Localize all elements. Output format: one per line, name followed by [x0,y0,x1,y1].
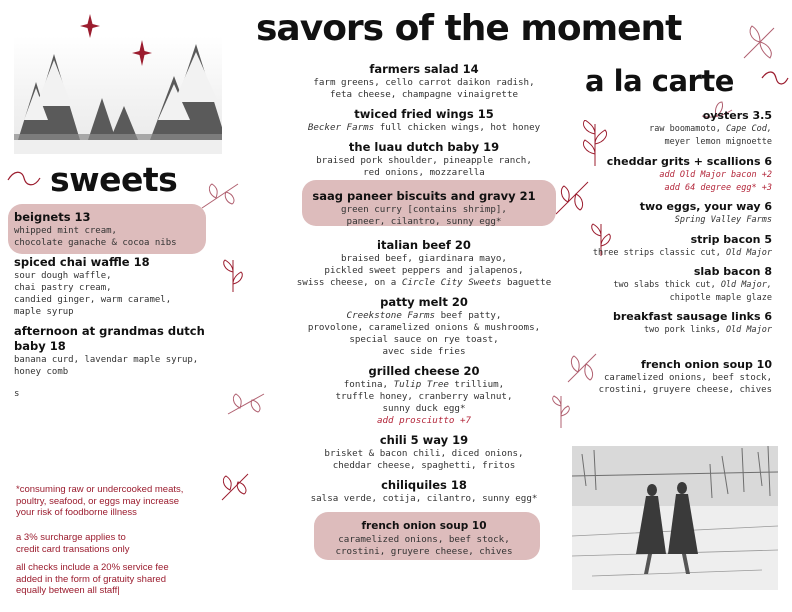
item-desc: honey comb [14,367,69,377]
item-desc: red onions, mozzarella [363,167,485,178]
item-desc-text: swiss cheese, on a [296,277,402,288]
menu-item [14,210,224,249]
item-name: farmers salad 14 [369,62,479,76]
item-name: cheddar grits + scallions 6 [606,155,772,168]
item-desc-em: Cape Cod, [725,124,772,134]
item-desc: sour dough waffle, [14,271,112,281]
menu-item [282,364,566,427]
item-name: spiced chai waffle 18 [14,255,150,269]
item-name: french onion soup 10 [361,520,487,532]
menu-item [282,140,566,179]
menu-item [282,107,566,134]
item-desc-text: two slabs thick cut, [613,280,721,290]
raw-food-notice [16,484,183,519]
item-desc: feta cheese, champagne vinaigrette [329,89,519,100]
item-name: the luau dutch baby 19 [348,140,500,154]
swirl-icon [760,68,790,88]
stray-text: s [14,389,20,399]
item-desc: caramelized onions, beef stock, [338,534,510,545]
swirl-icon [6,168,42,190]
menu-item [562,199,772,227]
item-desc-text: trillium, [448,379,505,390]
item-desc: Spring Valley Farms [674,215,772,225]
menu-item [282,62,566,101]
menu-item [282,189,566,228]
item-desc-text: full chicken wings, hot honey [374,122,541,133]
menu-item [282,433,566,472]
notice-line: a 3% surcharge applies to [16,532,126,543]
item-desc-text: three strips classic cut, [592,247,726,258]
notice-line: equally between all staff| [16,585,120,596]
snowy-trees-photo [14,36,222,154]
notice-line: credit card transations only [16,543,130,555]
item-desc: green curry [contains shrimp], [341,204,507,215]
leaf-sprig-icon [740,22,780,62]
item-desc: whipped mint cream, [14,226,117,236]
item-desc: chocolate ganache & cocoa nibs [14,238,177,248]
ice-skaters-photo [572,446,778,590]
menu-item [282,478,566,505]
item-desc-text: baguette [501,277,552,288]
item-desc: farm greens, cello carrot daikon radish, [313,77,535,88]
menu-item [282,519,566,558]
item-desc-text: two pork links, [644,325,726,335]
leaf-sprig-icon [226,388,266,418]
item-desc: paneer, cilantro, sunny egg* [346,216,502,227]
sweets-title: sweets [50,160,178,199]
item-desc: banana curd, lavendar maple syrup, [14,355,199,365]
item-name: two eggs, your way 6 [639,200,772,213]
item-desc [282,277,566,289]
menu-item [562,232,772,260]
item-desc: maple syrup [14,307,74,317]
item-desc: braised pork shoulder, pineapple ranch, [316,155,532,166]
item-desc: truffle honey, cranberry walnut, [335,391,513,402]
item-desc-text: raw boomamoto, [649,124,726,134]
menu-item [562,357,772,397]
item-desc: provolone, caramelized onions & mushrooms, [307,322,541,333]
item-name: saag paneer biscuits and gravy 21 [312,189,536,203]
item-name: slab bacon 8 [693,265,772,278]
item-desc-em: Old Major [725,247,772,258]
item-desc: crostini, gruyere cheese, chives [335,546,513,557]
item-desc-em: Creekstone Farms [346,310,436,321]
item-desc [282,310,566,322]
notice-line: your risk of foodborne illness [16,507,137,518]
item-name: chili 5 way 19 [379,433,469,447]
item-desc-em: Old Major [725,325,772,335]
center-menu [282,62,566,558]
item-desc: avec side fries [382,346,466,357]
service-fee-notice [16,562,169,597]
item-desc: chai pastry cream, [14,283,112,293]
item-name: breakfast sausage links 6 [613,310,772,323]
alacarte-menu [562,108,772,397]
item-addon: add Old Major bacon +2 [659,170,772,180]
item-name: grilled cheese 20 [368,364,480,378]
item-desc [282,122,566,134]
leaf-sprig-icon [200,180,240,210]
alacarte-title: a la carte [585,64,734,98]
item-desc-text: beef patty, [435,310,502,321]
item-desc [562,324,772,337]
menu-item [282,238,566,289]
item-desc [562,123,772,136]
item-desc: pickled sweet peppers and jalapenos, [324,265,524,276]
item-desc [562,247,772,260]
item-desc: salsa verde, cotija, cilantro, sunny egg* [310,493,538,504]
item-desc [282,379,566,391]
notice-line: poultry, seafood, or eggs may increase [16,495,179,507]
sparkle-icon [80,14,100,38]
main-title: savors of the moment [256,8,682,49]
item-name: twiced fried wings 15 [354,107,494,121]
item-desc: meyer lemon mignoette [664,136,772,147]
leaf-sprig-icon [220,472,250,502]
item-addon: add 64 degree egg* +3 [664,182,772,193]
menu-item [14,255,224,318]
item-desc: special sauce on rye toast, [349,334,499,345]
menu-item [562,264,772,304]
menu-item [14,324,224,378]
notice-line: added in the form of gratuity shared [16,573,166,585]
item-desc: chipotle maple glaze [669,292,772,303]
item-name: beignets 13 [14,210,91,224]
item-desc-em: Old Major, [720,280,772,290]
item-desc-em: Tulip Tree [393,379,449,390]
item-name: french onion soup 10 [640,357,772,371]
sweets-menu [14,210,224,400]
item-desc: crostini, gruyere cheese, chives [598,385,772,395]
sparkle-icon [132,40,152,66]
item-name: strip bacon 5 [690,232,772,246]
item-name: afternoon at grandmas dutch baby 18 [14,324,205,353]
notice-line: all checks include a 20% service fee [16,562,169,573]
item-name: oysters 3.5 [702,109,772,122]
item-desc: sunny duck egg* [382,403,466,414]
item-desc-em: Becker Farms [307,122,375,133]
menu-item [562,108,772,148]
surcharge-notice [16,532,130,555]
menu-item [282,295,566,358]
item-desc: caramelized onions, beef stock, [604,372,772,383]
notice-line: *consuming raw or undercooked meats, [16,484,184,495]
item-desc: cheddar cheese, spaghetti, fritos [332,460,516,471]
item-desc [562,279,772,292]
item-addon: add prosciutto +7 [376,415,472,426]
menu-item [562,309,772,337]
item-desc: brisket & bacon chili, diced onions, [324,448,524,459]
item-name: patty melt 20 [380,295,468,309]
item-desc: candied ginger, warm caramel, [14,295,172,305]
item-desc: braised beef, giardinara mayo, [341,253,507,264]
item-name: italian beef 20 [377,238,471,252]
item-desc-text: fontina, [343,379,394,390]
item-name: chiliquiles 18 [381,478,467,492]
menu-item [562,154,772,194]
item-desc-em: Circle City Sweets [401,277,502,288]
